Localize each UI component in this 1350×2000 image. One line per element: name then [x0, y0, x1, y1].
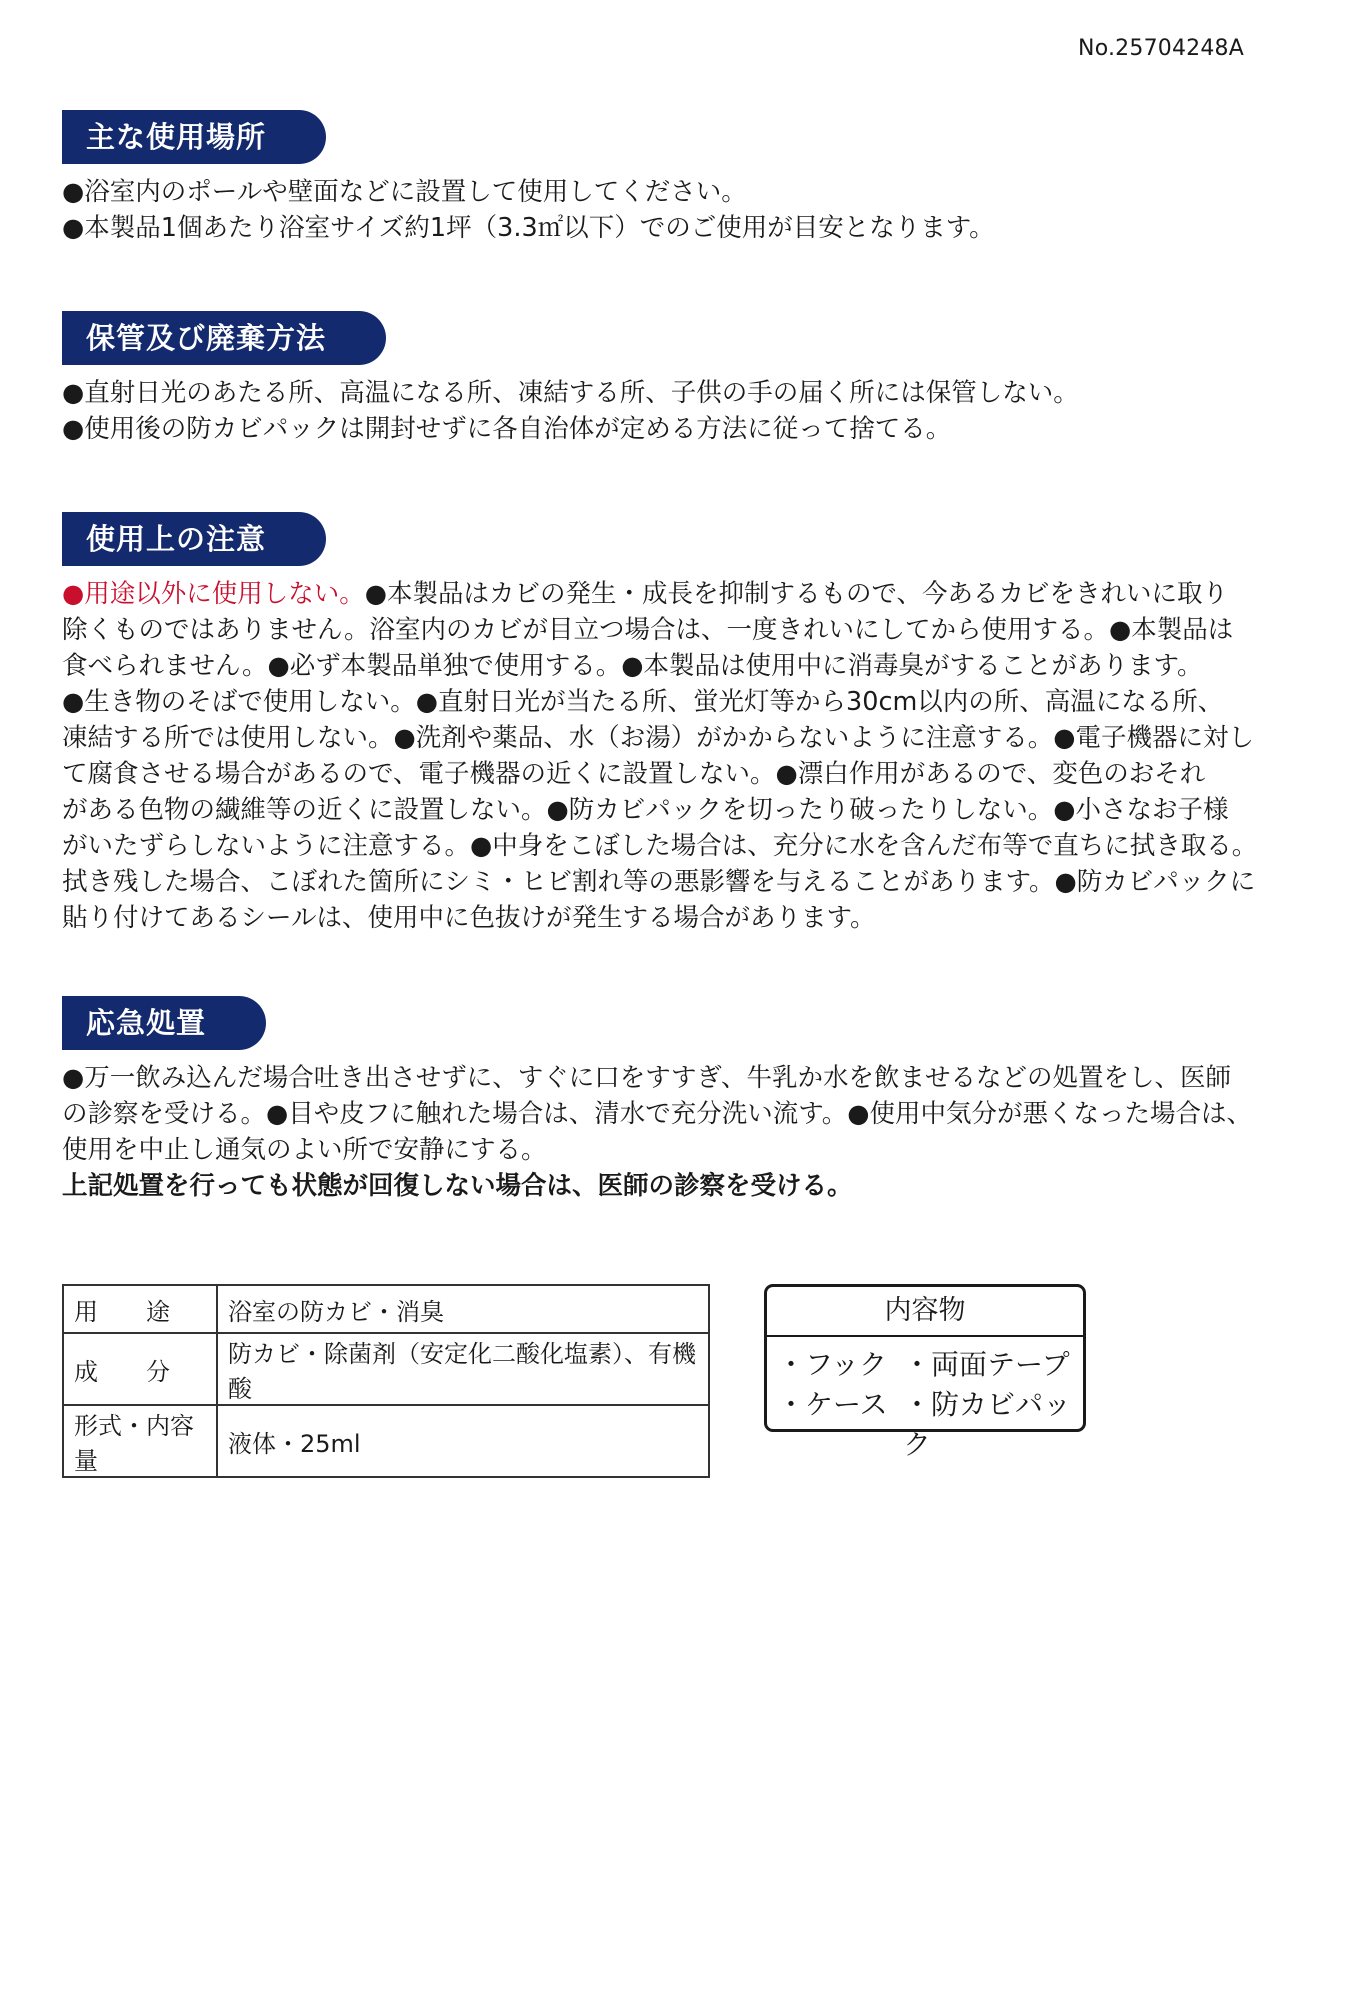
list-item: ・フック [777, 1348, 888, 1381]
spec-key: 成 分 [63, 1333, 217, 1405]
section-title-storage: 保管及び廃棄方法 [62, 311, 386, 365]
spec-key: 用 途 [63, 1285, 217, 1333]
spec-table [62, 1284, 710, 1478]
text-line: 使用を中止し通気のよい所で安静にする。 [62, 1135, 547, 1165]
section-storage [62, 311, 1312, 447]
text-line: の診察を受ける。●目や皮フに触れた場合は、清水で充分洗い流す。●使用中気分が悪くなった場合は、 [62, 1099, 1252, 1129]
spec-value: 浴室の防カビ・消臭 [217, 1285, 709, 1333]
text-line: ●生き物のそばで使用しない。●直射日光が当たる所、蛍光灯等から30cm以内の所、高温になる所、 [62, 687, 1224, 717]
text-span: ●本製品はカビの発生・成長を抑制するもので、今あるカビをきれいに取り [364, 579, 1229, 609]
text-line [62, 576, 1312, 612]
text-line: て腐食させる場合があるので、電子機器の近くに設置しない。●漂白作用があるので、変色のおそれ [62, 759, 1206, 789]
text-line: ●万一飲み込んだ場合吐き出させずに、すぐに口をすすぎ、牛乳か水を飲ませるなどの処置をし、医師 [62, 1063, 1231, 1093]
text-line: 拭き残した場合、こぼれた箇所にシミ・ヒビ割れ等の悪影響を与えることがあります。●防カビパックに [62, 867, 1256, 897]
storage-text [62, 375, 1312, 447]
contents-list [767, 1337, 1083, 1465]
caution-text [62, 576, 1312, 936]
section-title-caution: 使用上の注意 [62, 512, 326, 566]
spec-value: 防カビ・除菌剤（安定化二酸化塩素）、有機酸 [217, 1333, 709, 1405]
section-caution [62, 512, 1312, 936]
list-item: ・両面テープ [903, 1348, 1070, 1381]
section-title-usage-place: 主な使用場所 [62, 110, 326, 164]
table-row [63, 1285, 709, 1333]
spec-key: 形式・内容量 [63, 1405, 217, 1477]
list-item: ・ケース [777, 1388, 888, 1421]
table-row [63, 1405, 709, 1477]
text-line: ●浴室内のポールや壁面などに設置して使用してください。 [62, 177, 747, 207]
text-line: がある色物の繊維等の近くに設置しない。●防カビパックを切ったり破ったりしない。●小さなお子様 [62, 795, 1229, 825]
section-first-aid [62, 996, 1312, 1204]
product-number: No.25704248A [1078, 36, 1244, 61]
first-aid-emphasis: 上記処置を行っても状態が回復しない場合は、医師の診察を受ける。 [62, 1171, 853, 1201]
contents-box [764, 1284, 1086, 1461]
text-line: ●直射日光のあたる所、高温になる所、凍結する所、子供の手の届く所には保管しない。 [62, 378, 1079, 408]
usage-place-text [62, 174, 1312, 246]
section-title-first-aid: 応急処置 [62, 996, 266, 1050]
text-line: 除くものではありません。浴室内のカビが目立つ場合は、一度きれいにしてから使用する。●本製品は [62, 615, 1234, 645]
list-item: ・防カビパック [903, 1388, 1072, 1461]
text-line: ●本製品1個あたり浴室サイズ約1坪（3.3㎡以下）でのご使用が目安となります。 [62, 213, 995, 243]
text-line: ●使用後の防カビパックは開封せずに各自治体が定める方法に従って捨てる。 [62, 414, 952, 444]
text-line: がいたずらしないように注意する。●中身をこぼした場合は、充分に水を含んだ布等で直ちに拭き取る。 [62, 831, 1258, 861]
table-row [63, 1333, 709, 1405]
spec-value: 液体・25ml [217, 1405, 709, 1477]
text-line: 食べられません。●必ず本製品単独で使用する。●本製品は使用中に消毒臭がすることがあります。 [62, 651, 1203, 681]
section-usage-place [62, 110, 1312, 246]
text-line: 凍結する所では使用しない。●洗剤や薬品、水（お湯）がかからないように注意する。●電子機器に対し [62, 723, 1255, 753]
text-line: 貼り付けてあるシールは、使用中に色抜けが発生する場合があります。 [62, 903, 876, 933]
contents-title: 内容物 [767, 1287, 1083, 1337]
warning-red-text: ●用途以外に使用しない。 [62, 579, 365, 609]
first-aid-text [62, 1060, 1312, 1204]
